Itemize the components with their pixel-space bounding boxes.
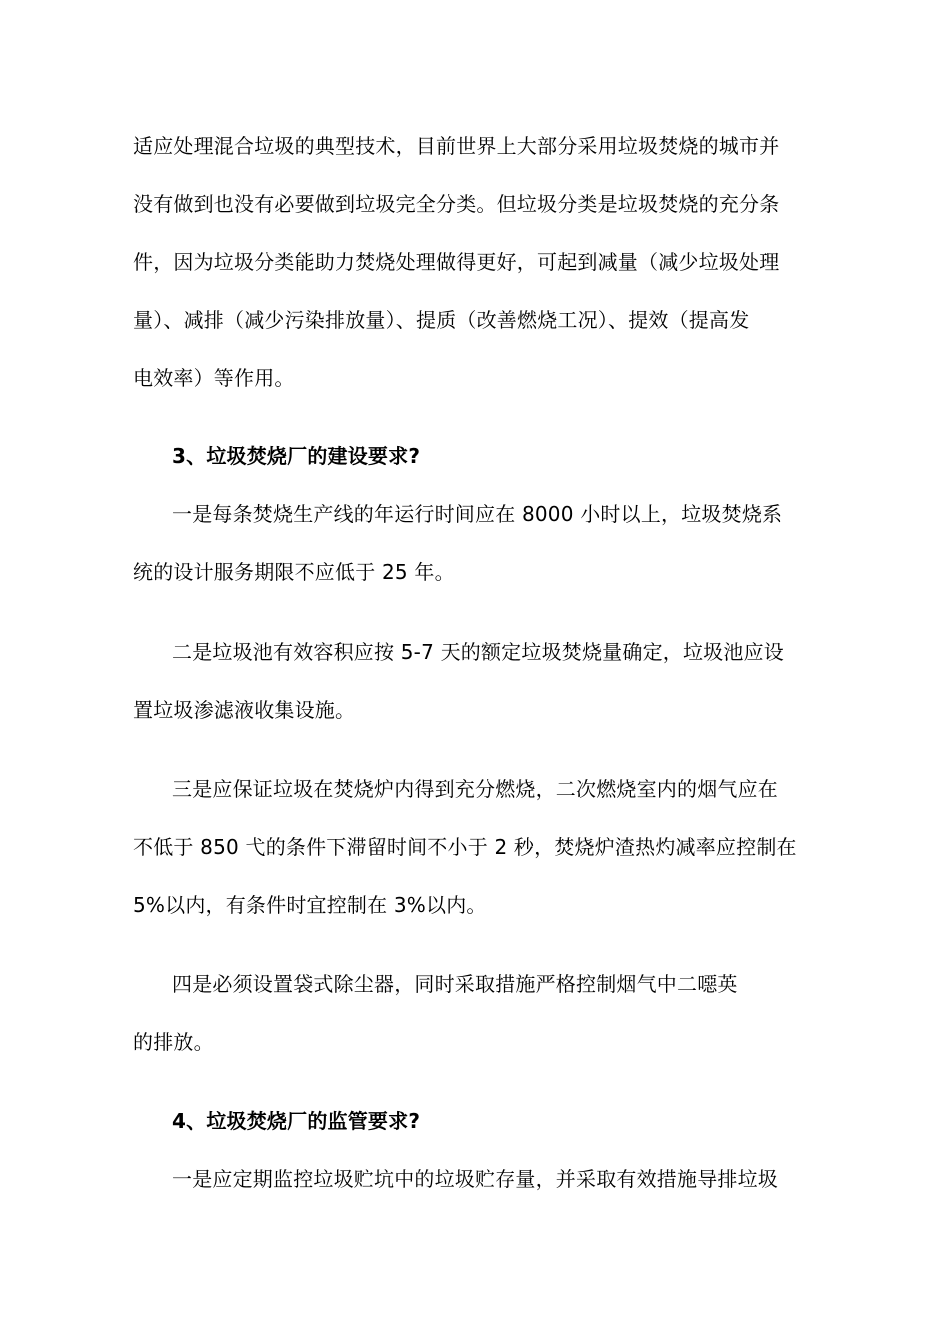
section-3-item-2-line-2: 置垃圾渗滤液收集设施。 [133,698,356,722]
section-3-item-4-line-2: 的排放。 [133,1030,214,1054]
section-3-item-4-line-1: 四是必须设置袋式除尘器，同时采取措施严格控制烟气中二噁英 [172,972,738,996]
section-3-item-1-line-2: 统的设计服务期限不应低于 25 年。 [133,560,455,584]
section-3-item-3-line-1: 三是应保证垃圾在焚烧炉内得到充分燃烧，二次燃烧室内的烟气应在 [172,777,778,801]
paragraph-1-line-2: 没有做到也没有必要做到垃圾完全分类。但垃圾分类是垃圾焚烧的充分条 [133,192,780,216]
paragraph-1-line-3: 件，因为垃圾分类能助力焚烧处理做得更好，可起到减量（减少垃圾处理 [133,250,780,274]
section-3-heading: 3、垃圾焚烧厂的建设要求? [172,444,421,468]
section-3-item-3-line-3: 5%以内，有条件时宜控制在 3%以内。 [133,893,487,917]
section-4-heading: 4、垃圾焚烧厂的监管要求? [172,1109,421,1133]
paragraph-1-line-4: 量）、减排（减少污染排放量）、提质（改善燃烧工况）、提效（提高发 [133,308,750,332]
section-4-item-1-line-1: 一是应定期监控垃圾贮坑中的垃圾贮存量，并采取有效措施导排垃圾 [172,1167,778,1191]
section-3-item-2-line-1: 二是垃圾池有效容积应按 5-7 天的额定垃圾焚烧量确定，垃圾池应设 [172,640,784,664]
section-3-item-1-line-1: 一是每条焚烧生产线的年运行时间应在 8000 小时以上，垃圾焚烧系 [172,502,783,526]
paragraph-1-line-1: 适应处理混合垃圾的典型技术，目前世界上大部分采用垃圾焚烧的城市并 [133,134,780,158]
section-3-item-3-line-2: 不低于 850 弋的条件下滞留时间不小于 2 秒，焚烧炉渣热灼减率应控制在 [133,835,797,859]
paragraph-1-line-5: 电效率）等作用。 [133,366,295,390]
